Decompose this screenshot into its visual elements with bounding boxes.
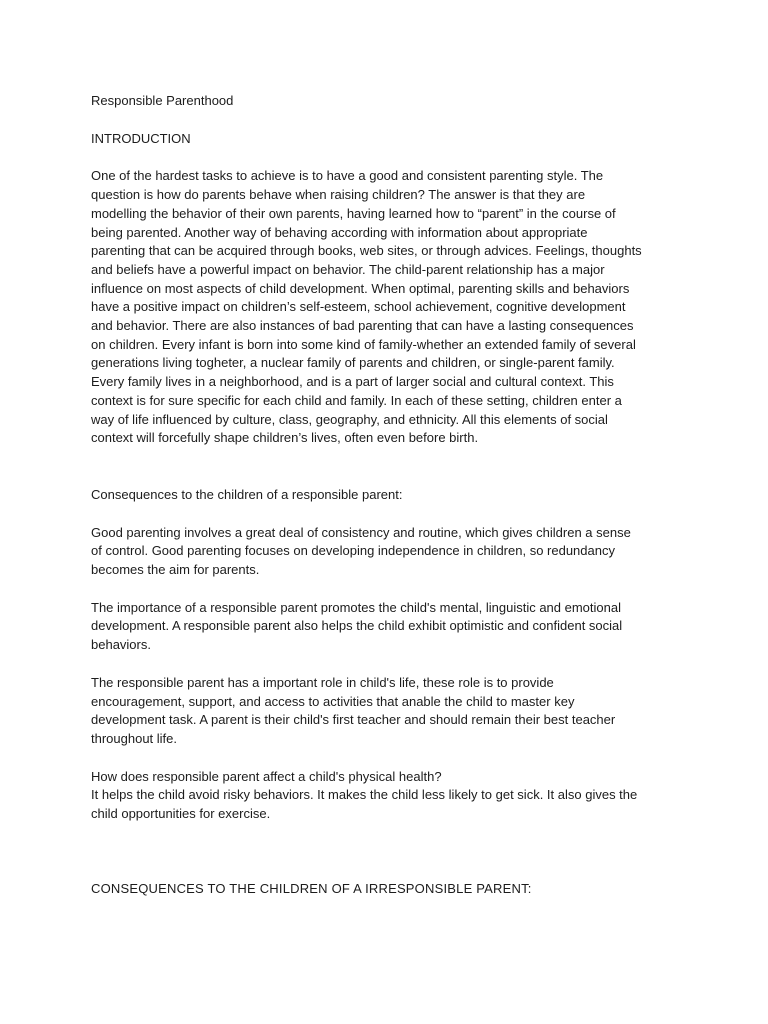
responsible-paragraph-role: The responsible parent has a important role in child's life, these role is to provide encouragement, support, and access to activities that anable the child to master key development task. A parent is their child's first teacher and should remain their best teacher throughout life. <box>91 674 616 746</box>
physical-health-answer: It helps the child avoid risky behaviors. It makes the child less likely to get sick. It also gives the child opportunities for exercise. <box>91 787 638 822</box>
responsible-parent-heading: Consequences to the children of a responsible parent: <box>91 486 403 502</box>
irresponsible-parent-heading: CONSEQUENCES TO THE CHILDREN OF A IRRESPONSIBLE PARENT: <box>91 880 532 896</box>
physical-health-question: How does responsible parent affect a child's physical health? <box>91 768 442 784</box>
introduction-heading: INTRODUCTION <box>91 130 191 146</box>
responsible-paragraph-development: The importance of a responsible parent promotes the child's mental, linguistic and emotional development. A responsible parent also helps the child exhibit optimistic and confident social behaviors. <box>91 599 623 653</box>
introduction-paragraph: One of the hardest tasks to achieve is to have a good and consistent parenting style. The question is how do parents behave when raising children? The answer is that they are modelling the behavior of their own parents, having learned how to “parent” in the course of being parented. Another way of behaving according with information about appropriate parenting that can be acquired through books, web sites, or through advices. Feelings, thoughts and beliefs have a powerful impact on behavior. The child-parent relationship has a major influence on most aspects of child development. When optimal, parenting skills and behaviors have a positive impact on children’s self-esteem, school achievement, cognitive development and behavior. There are also instances of bad parenting that can have a lasting consequences on children. Every infant is born into some kind of family-whether an extended family of several generations living togheter, a nuclear family of parents and children, or single-parent family. Every family lives in a neighborhood, and is a part of larger social and cultural context. This context is for sure specific for each child and family. In each of these setting, children enter a way of life influenced by culture, class, geography, and ethnicity. All this elements of social context will forcefully shape children’s lives, often even before birth. <box>91 168 642 446</box>
document-title: Responsible Parenthood <box>91 93 234 108</box>
physical-health-block <box>91 768 690 824</box>
responsible-paragraph-routine: Good parenting involves a great deal of consistency and routine, which gives children a sense of control. Good parenting focuses on developing independence in children, so redundancy becomes the aim for parents. <box>91 524 631 578</box>
